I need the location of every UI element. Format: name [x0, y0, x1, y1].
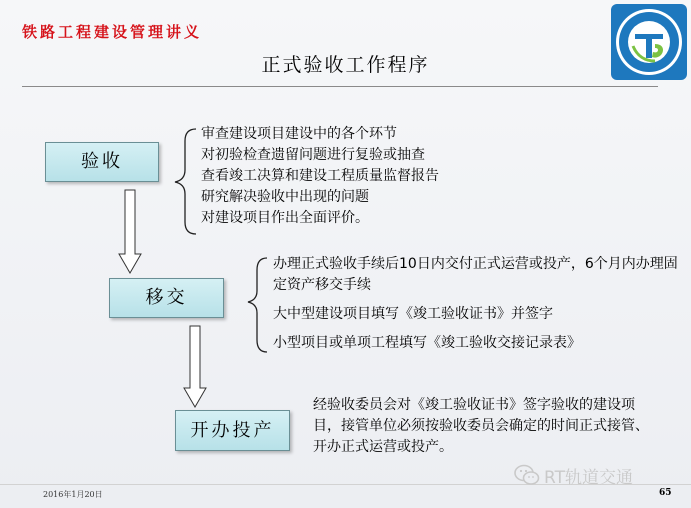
handover-detail-item: 小型项目或单项工程填写《竣工验收交接记录表》 [273, 335, 581, 351]
bracket-2 [248, 258, 267, 352]
slide-title: 正式验收工作程序 [261, 54, 430, 76]
acceptance-detail-item: 对建设项目作出全面评价。 [201, 210, 369, 226]
acceptance-detail-item: 查看竣工决算和建设工程质量监督报告 [201, 168, 439, 184]
commissioning-description: 经验收委员会对《竣工验收证书》签字验收的建设项目，接管单位必须按验收委员会确定的时间正式接管、开办正式运营或投产。 [313, 397, 649, 455]
acceptance-detail-item: 研究解决验收中出现的问题 [201, 189, 369, 205]
watermark-text: RT轨道交通 [544, 468, 633, 488]
footer-date: 2016年1月20日 [43, 490, 103, 499]
step-box-handover: 移交 [109, 278, 224, 318]
step-box-acceptance: 验收 [45, 142, 159, 182]
wechat-icon [514, 464, 540, 486]
lecture-title: 铁路工程建设管理讲义 [22, 23, 203, 41]
acceptance-details [201, 124, 439, 229]
page-number: 65 [659, 488, 672, 498]
handover-details [273, 254, 681, 362]
step-box-commissioning: 开办投产 [175, 410, 290, 451]
bracket-1 [175, 129, 196, 234]
handover-detail-item: 大中型建设项目填写《竣工验收证书》并签字 [273, 306, 553, 322]
acceptance-detail-item: 对初验检查遗留问题进行复验或抽查 [201, 147, 425, 163]
acceptance-detail-item: 审查建设项目建设中的各个环节 [201, 126, 397, 142]
handover-detail-item: 办理正式验收手续后10日内交付正式运营或投产，6个月内办理固定资产移交手续 [273, 256, 678, 293]
